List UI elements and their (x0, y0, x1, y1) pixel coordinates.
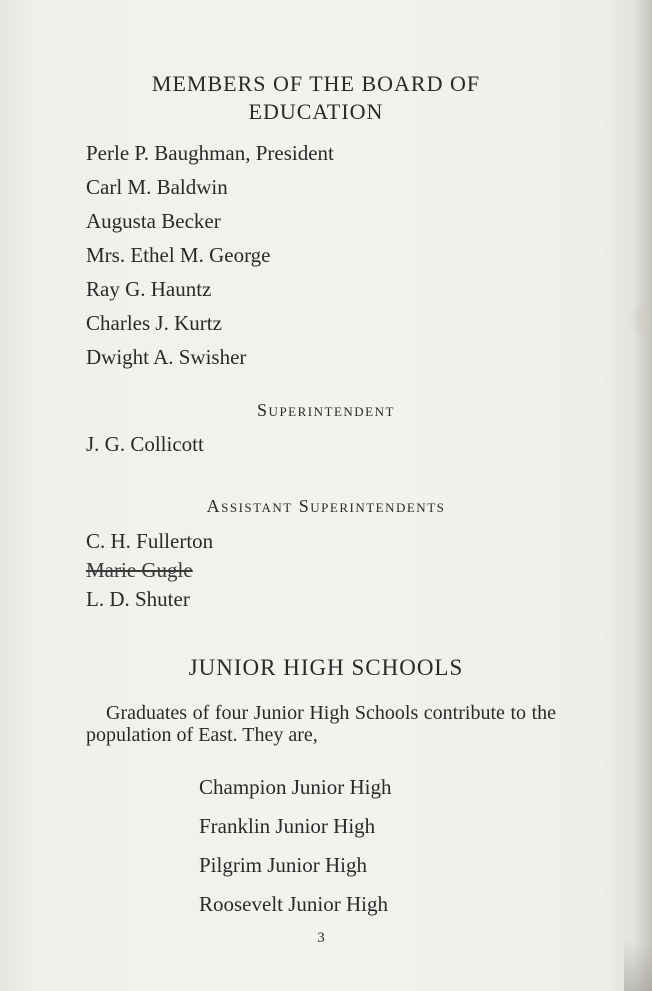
board-member: Augusta Becker (86, 209, 221, 233)
assistant-superintendent-struck: Marie Gugle (86, 558, 193, 582)
board-title-line2: EDUCATION (248, 99, 384, 124)
junior-high-school: Pilgrim Junior High (199, 853, 368, 877)
assistant-superintendents-list (86, 527, 213, 614)
board-title (0, 70, 632, 126)
assistant-superintendent: L. D. Shuter (86, 587, 190, 611)
page-number: 3 (317, 930, 325, 946)
junior-high-school: Champion Junior High (199, 775, 392, 799)
paper-fold-mark (628, 300, 650, 340)
assistant-superintendent: C. H. Fullerton (86, 529, 214, 553)
board-member: Perle P. Baughman, President (86, 141, 334, 165)
junior-high-intro: Graduates of four Junior High Schools contribute to the population of East. They are, (86, 702, 556, 746)
junior-high-school: Roosevelt Junior High (199, 892, 388, 916)
superintendent-heading: Superintendent (257, 400, 395, 420)
board-members-list (86, 136, 334, 374)
junior-high-title: JUNIOR HIGH SCHOOLS (188, 655, 464, 680)
junior-high-schools-list (199, 768, 392, 924)
superintendent-name: J. G. Collicott (86, 432, 204, 456)
board-member: Dwight A. Swisher (86, 345, 247, 369)
junior-high-school: Franklin Junior High (199, 814, 376, 838)
board-member: Charles J. Kurtz (86, 311, 222, 335)
board-title-line1: MEMBERS OF THE BOARD OF (151, 71, 481, 96)
board-member: Mrs. Ethel M. George (86, 243, 271, 267)
board-member: Ray G. Hauntz (86, 277, 212, 301)
board-member: Carl M. Baldwin (86, 175, 228, 199)
assistant-superintendents-heading: Assistant Superintendents (206, 496, 446, 516)
paper-corner-curl (624, 911, 652, 991)
